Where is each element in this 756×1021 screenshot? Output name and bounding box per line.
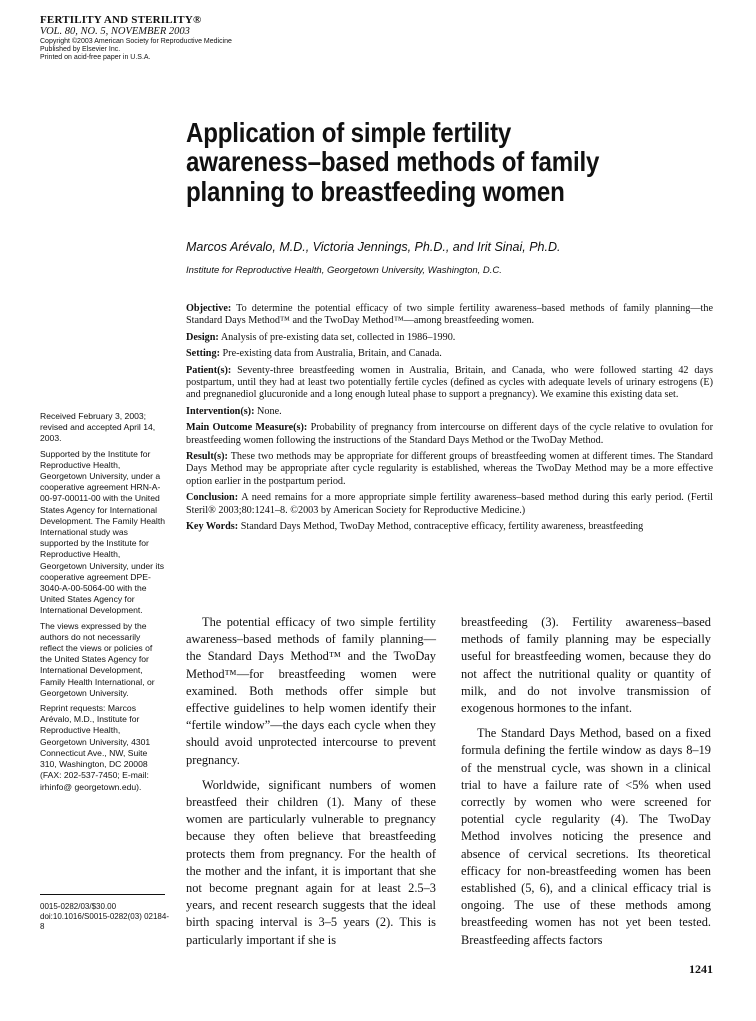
abstract-design: Design: Analysis of pre-existing data set, collected in 1986–1990.: [186, 331, 456, 343]
funding-note: Supported by the Institute for Reproductive Health, Georgetown University, under a cooperative agreement HRN-A-00-97-00011-00 with the United States Agency for International Development. The Family Health International study was supported by the Institute for Reproductive Health, Georgetown University, under its cooperative agreement DPE-3040-A-00-5064-00 with the United States Agency for International Development.: [40, 448, 165, 616]
copyright-line: Copyright ©2003 American Society for Reproductive Medicine: [40, 37, 232, 45]
page-number: 1241: [689, 962, 713, 976]
article-notes-sidebar: [40, 411, 165, 797]
disclaimer-note: The views expressed by the authors do not necessarily reflect the views or policies of the United States Agency for International Development, Family Health International, or Georgetown University.: [40, 620, 155, 698]
abstract-setting: Setting: Pre-existing data from Australia, Britain, and Canada.: [186, 348, 442, 360]
abstract-conclusion: Conclusion: A need remains for a more appropriate simple fertility awareness–based method during this early period. (Fertil Steril® 2003;80:1241–8. ©2003 by American Society for Reproductive Medicine.): [186, 492, 713, 516]
issn-line: 0015-0282/03/$30.00: [40, 902, 117, 911]
abstract-key-words: Key Words: Standard Days Method, TwoDay Method, contraceptive efficacy, fertility awareness, breastfeeding: [186, 521, 644, 533]
journal-volume: VOL. 80, NO. 5, NOVEMBER 2003: [40, 26, 190, 38]
body-paragraph: The potential efficacy of two simple fertility awareness–based methods of family planning—the Standard Days Method™ and the TwoDay Method™—for breastfeeding women were examined. Both methods offer simple but effective guidelines to help women identify their “fertile window”—the days each cycle when they should avoid unprotected intercourse to prevent pregnancy.: [186, 615, 436, 767]
author-affiliation: Institute for Reproductive Health, Georgetown University, Washington, D.C.: [186, 265, 502, 276]
identifier-block: [40, 902, 170, 932]
body-column-right: [461, 614, 711, 957]
publisher-line: Published by Elsevier Inc.: [40, 46, 121, 54]
paper-note-line: Printed on acid-free paper in U.S.A.: [40, 54, 151, 62]
sidebar-divider: [40, 894, 165, 895]
author-list: Marcos Arévalo, M.D., Victoria Jennings, Ph.D., and Irit Sinai, Ph.D.: [186, 240, 561, 254]
abstract-objective: Objective: To determine the potential efficacy of two simple fertility awareness–based methods of family planning—the Standard Days Method™ and the TwoDay Method™—among breastfeeding women.: [186, 303, 713, 327]
abstract-patients: Patient(s): Seventy-three breastfeeding women in Australia, Britain, and Canada, who were followed starting 42 days postpartum, until they had at least two potentially fertile cycles (defined as cycles with adequate levels of urinary estrogens (E) and pregnanediol glucuronide and a long enough luteal phase to support a pregnancy). We examine this existing data set.: [186, 364, 714, 401]
article-title: Application of simple fertility awareness–based methods of family planning to breastfeeding women: [186, 117, 600, 207]
abstract-results: Result(s): These two methods may be appropriate for different groups of breastfeeding women at different times. The Standard Days Method may be appropriate after cycle regularity is established, whereas the TwoDay Method may be a more effective option earlier in the postpartum period.: [186, 451, 713, 487]
body-paragraph: The Standard Days Method, based on a fixed formula defining the fertile window as days 8–19 of the menstrual cycle, was shown in a clinical trial to have a failure rate of <5% when used correctly by women who were screened for potential cycle regularity (4). The TwoDay Method involves noticing the presence and absence of cervical secretions. Its theoretical efficacy for non-breastfeeding women has been established (5, 6), and a clinical efficacy trial is ongoing. The use of these methods among breastfeeding women has not yet been tested. Breastfeeding affects factors: [461, 726, 711, 947]
abstract-outcome-measures: Main Outcome Measure(s): Probability of pregnancy from intercourse on different days of the cycle relative to ovulation for breastfeeding women following the instructions of the Standard Days Method or the TwoDay Method.: [186, 422, 714, 446]
body-paragraph: breastfeeding (3). Fertility awareness–based methods of family planning may be especially useful for breastfeeding women, because they do not affect the nutritional quality or quantity of milk, and do not involve transmission of exogenous hormones to the infant.: [461, 615, 711, 716]
doi-line: doi:10.1016/S0015-0282(03) 02184-8: [40, 912, 169, 931]
reprint-requests-note: Reprint requests: Marcos Arévalo, M.D., Institute for Reproductive Health, Georgetown University, 4301 Connecticut Ave., NW, Suite 310, Washington, DC 20008 (FAX: 202-537-7450; E-mail: irhinfo@ georgetown.edu).: [40, 703, 151, 792]
received-note: Received February 3, 2003; revised and accepted April 14, 2003.: [40, 411, 156, 444]
body-paragraph: Worldwide, significant numbers of women breastfeed their children (1). Many of these women are particularly vulnerable to pregnancy because they often believe that breastfeeding protects them from pregnancy. For the health of the mother and the infant, it is important that she not become pregnant again for at least 2.5–3 years, and recent research suggests that the ideal birth spacing interval is 3–5 years (2). This is particularly important if she is: [186, 777, 436, 947]
body-column-left: [186, 614, 436, 957]
abstract-interventions: Intervention(s): None.: [186, 405, 282, 417]
journal-header: [40, 14, 300, 63]
journal-name: FERTILITY AND STERILITY®: [40, 14, 202, 26]
abstract: [186, 303, 713, 538]
